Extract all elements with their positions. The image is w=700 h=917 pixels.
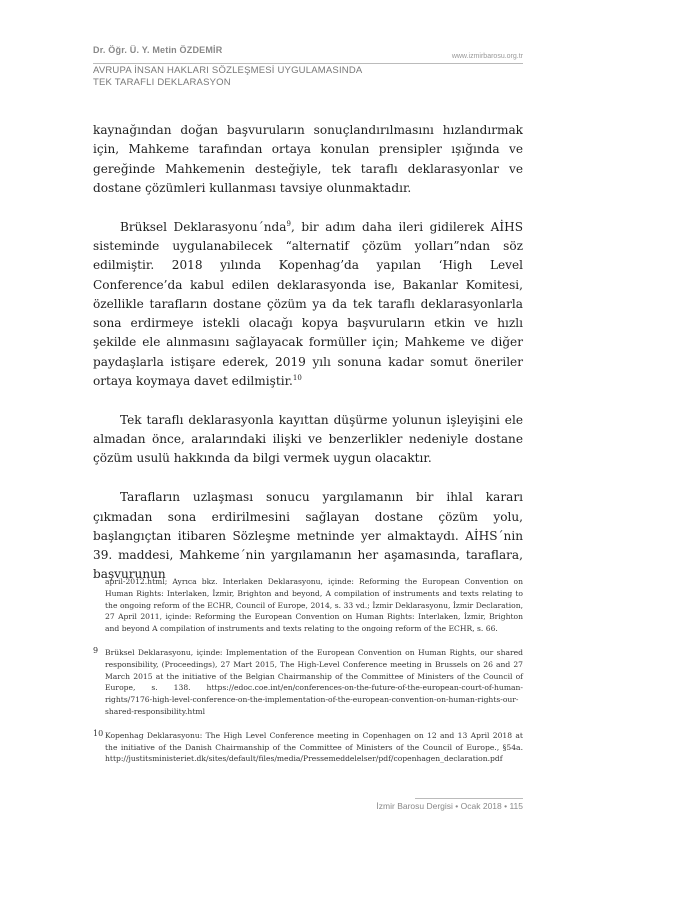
running-title (93, 65, 362, 89)
footnote-ref-10: 10 (292, 374, 302, 383)
paragraph-1: kaynağından doğan başvuruların sonuçlandırılmasını hızlandırmak için, Mahkeme tarafından ortaya konulan prensipler ışığında ve gereğinde Mahkemenin desteğiyle, tek taraflı deklarasyonlar ve dostane çözümleri kullanması tavsiye olunmaktadır. (93, 123, 523, 195)
footnote-continuation: april-2012.html; Ayrıca bkz. Interlaken Deklarasyonu, içinde: Reforming the European Convention on Human Rights: Interlaken, İzmir, Brighton and beyond, A compilation of instruments and texts relating to the ongoing reform of the ECHR, Council of Europe, 2014, s. 33 vd.; İzmir Deklarasyonu, İzmir Declaration, 27 April 2011, içinde: Reforming the European Convention on Human Rights: Interlaken, İzmir, Brighton and beyond A compilation of instruments and texts relating to the ongoing reform of the ECHR, s. 66. (105, 577, 523, 634)
footer-rule (415, 798, 523, 799)
footnote-9-number: 9 (93, 645, 99, 655)
footnotes (93, 576, 523, 777)
page-footer: İzmir Barosu Dergisi • Ocak 2018 • 115 (376, 801, 523, 811)
page-header (93, 45, 523, 95)
paragraph-4: Tarafların uzlaşması sonucu yargılamanın bir ihlal kararı çıkmadan sona erdirilmesini sağlayan dostane çözüm yolu, başlangıçtan itibaren Sözleşme metninde yer almaktaydı. AİHS´nin 39. maddesi, Mahkeme´nin yargılamanın her aşamasında, taraflara, başvurunun (93, 490, 523, 582)
footnote-10 (93, 730, 523, 765)
footnote-10-number: 10 (93, 728, 104, 738)
body-text (93, 121, 523, 604)
running-title-line-2: TEK TARAFLI DEKLARASYON (93, 77, 231, 88)
footnote-ref-9: 9 (286, 219, 291, 228)
running-title-line-1: AVRUPA İNSAN HAKLARI SÖZLEŞMESİ UYGULAMASINDA (93, 65, 363, 76)
header-rule (93, 63, 523, 64)
paragraph-3: Tek taraflı deklarasyonla kayıttan düşürme yolunun işleyişini ele almadan önce, aralarındaki ilişki ve benzerlikler nedeniyle dostane çözüm usulü hakkında da bilgi vermek uygun olacaktır. (93, 412, 523, 466)
footnote-9 (93, 647, 523, 718)
footnote-10-text: Kopenhag Deklarasyonu: The High Level Conference meeting in Copenhagen on 12 and 13 April 2018 at the initiative of the Danish Chairmanship of the Committee of Ministers of the Council of Europe., §54a. http://justitsministeriet.dk/sites/default/files/media/Pressemeddelelser/pdf/copenhagen_declaration.pdf (105, 730, 523, 764)
website-url: www.izmirbarosu.org.tr (451, 53, 523, 60)
paragraph-2-part-a: Brüksel Deklarasyonu´nda (120, 219, 287, 234)
author-name: Dr. Öğr. Ü. Y. Metin ÖZDEMİR (93, 45, 223, 55)
footnote-9-text: Brüksel Deklarasyonu, içinde: Implementation of the European Convention on Human Rights, our shared responsibility, (Proceedings), 27 Mart 2015, The High-Level Conference meeting in Brussels on 26 and 27 March 2015 at the initiative of the Belgian Chairmanship of the Committee of Ministers of the Council of Europe, s. 138. https://edoc.coe.int/en/conferences-on-the-future-of-the-european-court-of-human-rights/7176-high-level-conference-on-the-implementation-of-the-european-convention-on-human-rights-our-shared-responsibility.html (105, 647, 523, 716)
paragraph-2 (93, 218, 523, 392)
paragraph-2-part-b: , bir adım daha ileri gidilerek AİHS sisteminde uygulanabilecek “alternatif çözüm yolları”ndan söz edilmiştir. 2018 yılında Kopenhag’da yapılan ‘High Level Conference’da kabul edilen deklarasyonda ise, Bakanlar Komitesi, özellikle tarafların dostane çözüm ya da tek taraflı deklarasyonlarla sona erdirmeye istekli olacağı kopya başvuruların etkin ve hızlı şekilde ele alınmasını sağlayacak formüller için; Mahkeme ve diğer paydaşlarla istişare ederek, 2019 yılı sonuna kadar somut öneriler ortaya koymaya davet edilmiştir. (93, 219, 523, 389)
